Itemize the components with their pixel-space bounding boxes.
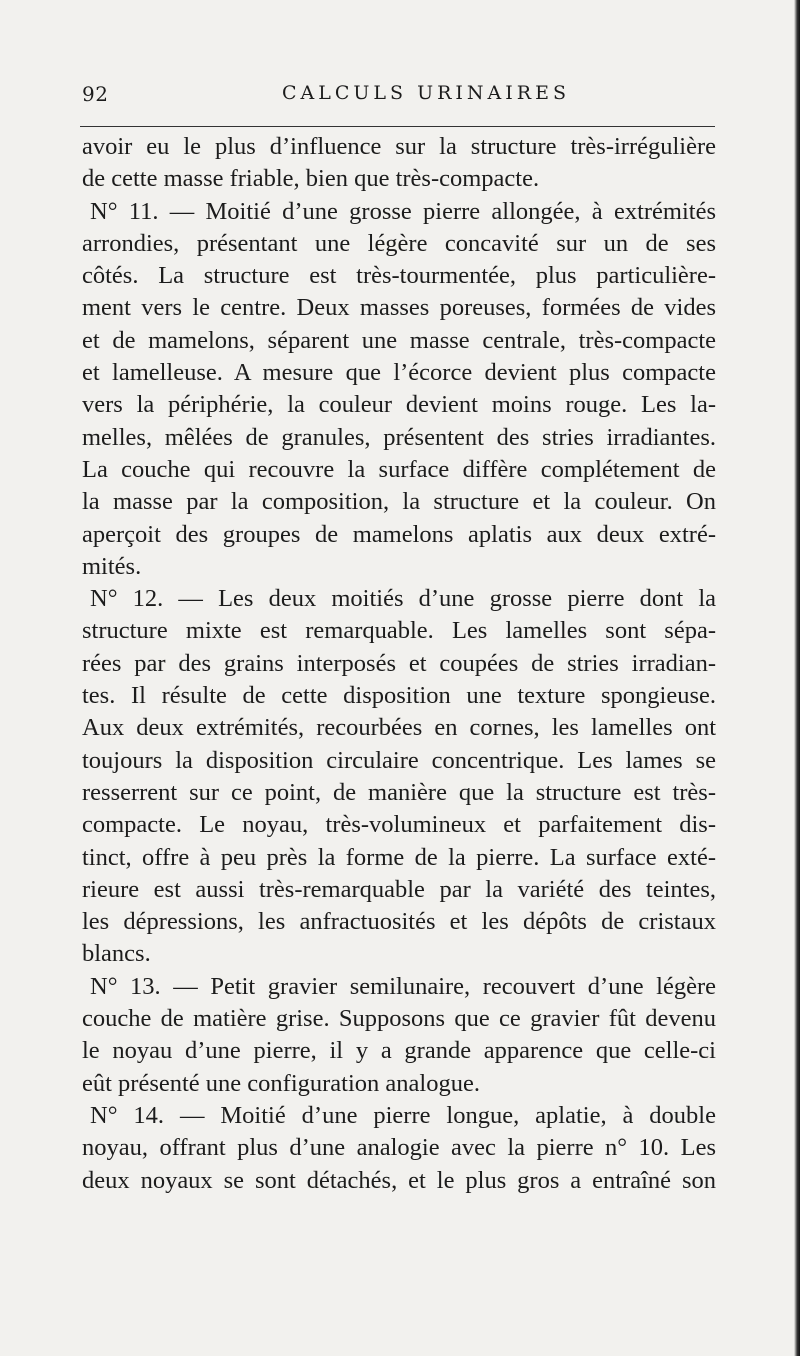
text-line: de cette masse friable, bien que très-compacte. (82, 165, 540, 193)
text-line: noyau, offrant plus d’une analogie avec la pierre n° 10. Les (82, 1134, 716, 1162)
text-line: mités. (82, 552, 142, 580)
page-edge-shadow (794, 0, 800, 1356)
text-line: la masse par la composition, la structure et la couleur. On (82, 488, 716, 516)
text-line: tes. Il résulte de cette disposition une texture spongieuse. (82, 682, 716, 710)
text-line: et de mamelons, séparent une masse centrale, très-compacte (82, 326, 716, 354)
text-line: N° 12. — Les deux moitiés d’une grosse pierre dont la (90, 585, 716, 613)
text-line: La couche qui recouvre la surface diffère complétement de (82, 455, 716, 483)
text-line: et lamelleuse. A mesure que l’écorce devient plus compacte (82, 359, 716, 387)
text-line: N° 13. — Petit gravier semilunaire, recouvert d’une légère (90, 972, 716, 1000)
text-line: le noyau d’une pierre, il y a grande apparence que celle-ci (82, 1037, 716, 1065)
text-line: les dépressions, les anfractuosités et les dépôts de cristaux (82, 908, 716, 936)
text-line: blancs. (82, 940, 151, 968)
text-line: melles, mêlées de granules, présentent des stries irradiantes. (82, 423, 716, 451)
text-line: rieure est aussi très-remarquable par la variété des teintes, (82, 875, 716, 903)
page-header (82, 82, 712, 112)
text-line: deux noyaux se sont détachés, et le plus gros a entraîné son (82, 1166, 716, 1194)
text-line: compacte. Le noyau, très-volumineux et parfaitement dis- (82, 811, 716, 839)
text-line: structure mixte est remarquable. Les lamelles sont sépa- (82, 617, 716, 645)
page-number: 92 (82, 82, 109, 106)
text-line: toujours la disposition circulaire concentrique. Les lames se (82, 746, 716, 774)
text-line: eût présenté une configuration analogue. (82, 1069, 480, 1097)
text-line: vers la périphérie, la couleur devient moins rouge. Les la- (82, 391, 716, 419)
text-line: Aux deux extrémités, recourbées en cornes, les lamelles ont (82, 714, 716, 742)
text-line: avoir eu le plus d’influence sur la structure très-irrégulière (82, 133, 716, 160)
header-rule (80, 126, 715, 127)
text-line: rées par des grains interposés et coupées de stries irradian- (82, 649, 716, 677)
text-line: N° 11. — Moitié d’une grosse pierre allongée, à extrémités (90, 197, 716, 225)
text-line: côtés. La structure est très-tourmentée, plus particulière- (82, 262, 716, 290)
body-text (82, 131, 716, 1197)
text-line: N° 14. — Moitié d’une pierre longue, aplatie, à double (90, 1101, 716, 1129)
text-line: couche de matière grise. Supposons que ce gravier fût devenu (82, 1005, 716, 1033)
text-line: aperçoit des groupes de mamelons aplatis aux deux extré- (82, 520, 716, 548)
text-line: resserrent sur ce point, de manière que la structure est très- (82, 778, 716, 806)
text-line: arrondies, présentant une légère concavité sur un de ses (82, 229, 716, 257)
running-title: CALCULS URINAIRES (282, 82, 570, 104)
text-line: ment vers le centre. Deux masses poreuses, formées de vides (82, 294, 716, 322)
text-line: tinct, offre à peu près la forme de la pierre. La surface exté- (82, 843, 716, 871)
